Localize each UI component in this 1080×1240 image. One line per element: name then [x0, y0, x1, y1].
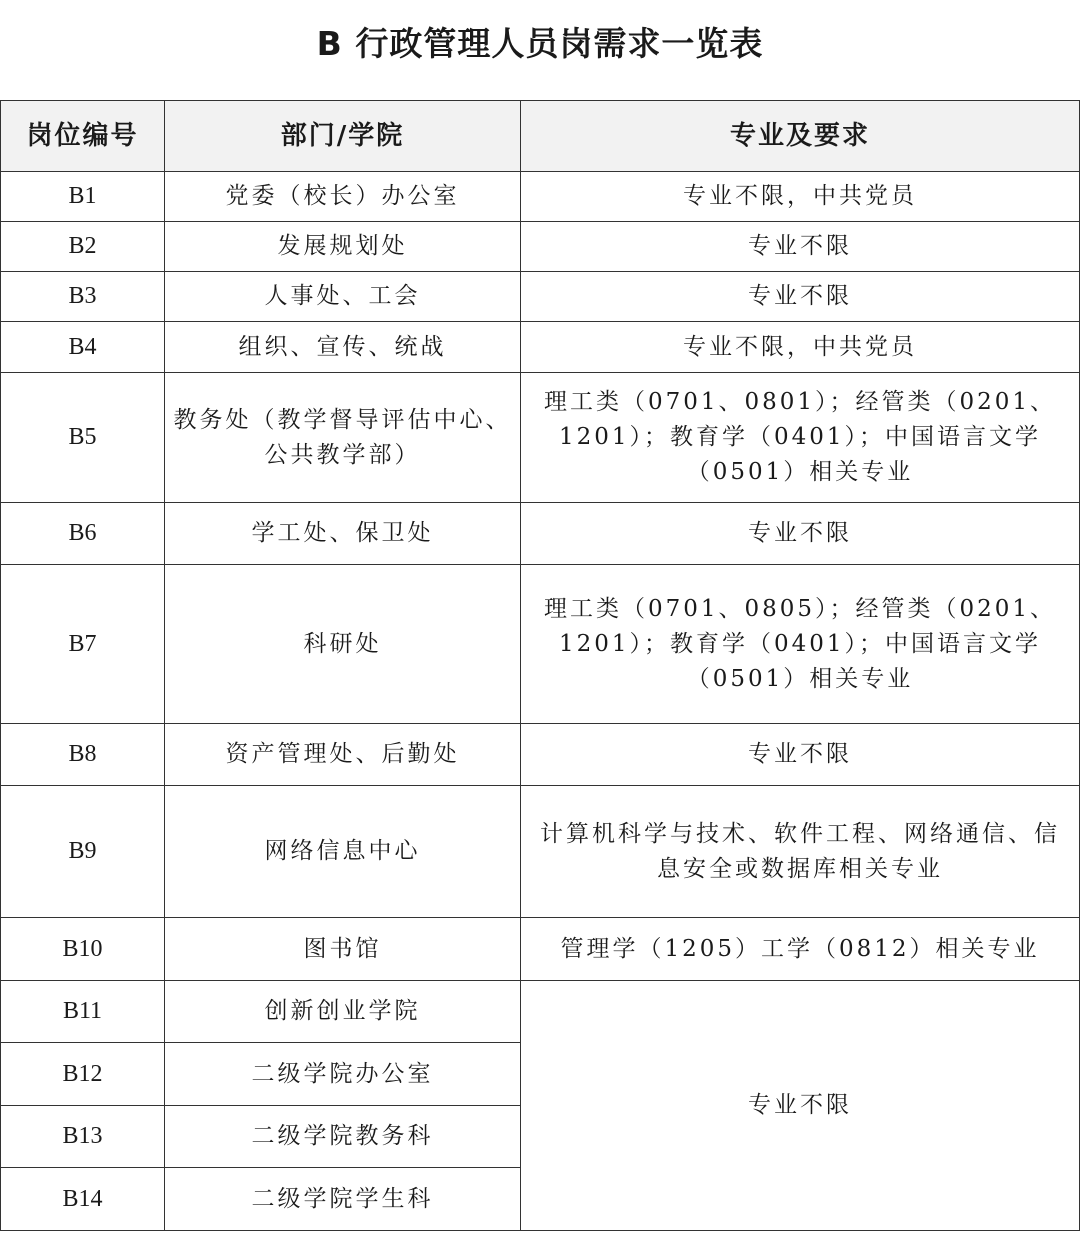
- header-department: 部门/学院: [165, 101, 521, 172]
- requirements: 专业不限，中共党员: [521, 172, 1080, 222]
- header-requirements: 专业及要求: [521, 101, 1080, 172]
- positions-table: [0, 100, 1080, 1231]
- table-header-row: [1, 101, 1080, 172]
- table-row: [1, 981, 1080, 1043]
- header-position-code: 岗位编号: [1, 101, 165, 172]
- department: 图书馆: [165, 918, 521, 981]
- department: 二级学院教务科: [165, 1106, 521, 1168]
- department: 网络信息中心: [165, 786, 521, 918]
- department: 组织、宣传、统战: [165, 322, 521, 373]
- position-code: B13: [1, 1106, 165, 1168]
- requirements: 专业不限: [521, 503, 1080, 565]
- table-row: [1, 222, 1080, 272]
- table-row: [1, 272, 1080, 322]
- table-row: [1, 373, 1080, 503]
- department: 科研处: [165, 565, 521, 724]
- requirements: 专业不限: [521, 222, 1080, 272]
- position-code: B9: [1, 786, 165, 918]
- table-row: [1, 322, 1080, 373]
- position-code: B8: [1, 724, 165, 786]
- department: 人事处、工会: [165, 272, 521, 322]
- department: 创新创业学院: [165, 981, 521, 1043]
- requirements: 专业不限: [521, 272, 1080, 322]
- requirements: 管理学（1205）工学（0812）相关专业: [521, 918, 1080, 981]
- table-row: [1, 172, 1080, 222]
- position-code: B6: [1, 503, 165, 565]
- department: 资产管理处、后勤处: [165, 724, 521, 786]
- position-code: B5: [1, 373, 165, 503]
- table-row: [1, 503, 1080, 565]
- table-row: [1, 786, 1080, 918]
- department: 学工处、保卫处: [165, 503, 521, 565]
- requirements-merged: 专业不限: [521, 981, 1080, 1231]
- requirements: 专业不限，中共党员: [521, 322, 1080, 373]
- requirements: 理工类（0701、0805）；经管类（0201、1201）；教育学（0401）；中国语言文学（0501）相关专业: [521, 565, 1080, 724]
- position-code: B3: [1, 272, 165, 322]
- department: 二级学院办公室: [165, 1043, 521, 1106]
- position-code: B2: [1, 222, 165, 272]
- position-code: B1: [1, 172, 165, 222]
- department: 发展规划处: [165, 222, 521, 272]
- position-code: B14: [1, 1168, 165, 1231]
- position-code: B11: [1, 981, 165, 1043]
- requirements: 专业不限: [521, 724, 1080, 786]
- requirements: 理工类（0701、0801）；经管类（0201、1201）；教育学（0401）；中国语言文学（0501）相关专业: [521, 373, 1080, 503]
- table-row: [1, 724, 1080, 786]
- department: 二级学院学生科: [165, 1168, 521, 1231]
- position-code: B10: [1, 918, 165, 981]
- position-code: B4: [1, 322, 165, 373]
- department: 党委（校长）办公室: [165, 172, 521, 222]
- department: 教务处（教学督导评估中心、公共教学部）: [165, 373, 521, 503]
- table-row: [1, 565, 1080, 724]
- page-title: B 行政管理人员岗需求一览表: [316, 24, 764, 63]
- requirements: 计算机科学与技术、软件工程、网络通信、信息安全或数据库相关专业: [521, 786, 1080, 918]
- position-code: B7: [1, 565, 165, 724]
- table-row: [1, 918, 1080, 981]
- position-code: B12: [1, 1043, 165, 1106]
